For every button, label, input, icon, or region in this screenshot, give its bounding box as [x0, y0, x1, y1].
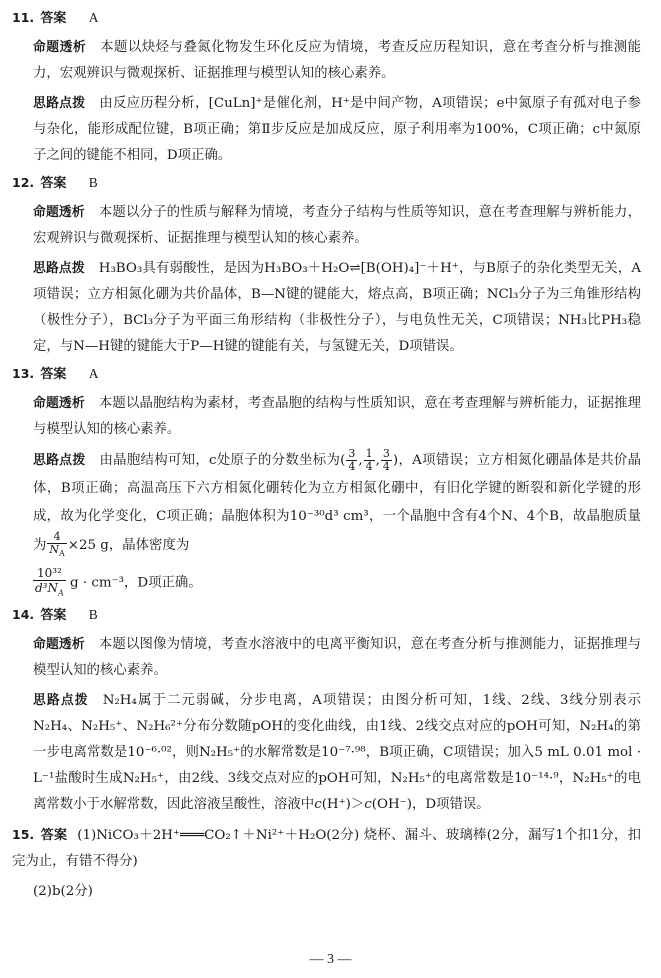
analysis-text: 本题以炔烃与叠氮化物发生环化反应为情境，考查反应历程知识，意在考查分析与推测能力，宏观辨识与微观探析、证据推理与模型认知的核心素养。 [33, 40, 642, 81]
question-12-header [12, 173, 641, 194]
analysis-text: 本题以分子的性质与解释为情境，考查分子结构与性质等知识，意在考查理解与辨析能力，宏观辨识与微观探析、证据推理与模型认知的核心素养。 [33, 205, 642, 246]
avogadro-symbol: N [49, 543, 60, 556]
fraction-mass [47, 531, 66, 560]
hint-label: 思路点拨 [33, 96, 86, 111]
hint-text-a: 由晶胞结构可知，c处原子的分数坐标为( [99, 453, 346, 468]
question-number: 14. [12, 606, 35, 622]
analysis-text: 本题以晶胞结构为素材，考查晶胞的结构与性质知识，意在考查理解与辨析能力，证据推理与模型认知的核心素养。 [33, 396, 642, 437]
answer-label: 答案 [40, 176, 67, 191]
answer-value: B [88, 175, 98, 190]
fraction-z [381, 448, 392, 473]
analysis-text: 本题以图像为情境，考查水溶液中的电离平衡知识，意在考查分析与推测能力，证据推理与模型认知的核心素养。 [33, 636, 642, 678]
hint-text-c: (OH⁻)，D项错误。 [371, 796, 490, 812]
analysis-paragraph [33, 632, 641, 684]
answer-label: 答案 [40, 827, 68, 843]
density-denominator-text: d³N [35, 581, 58, 596]
hint-text: H₃BO₃具有弱酸性，是因为H₃BO₃＋H₂O⇌[B(OH)₄]⁻＋H⁺，与B原子的杂化类型无关，A项错误；立方相氮化硼为共价晶体，B—N键的键能大，熔点高，B项正确；NCl₃分子为三角锥形结构（极性分子），BCl₃分子为平面三角形结构（非极性分子），与电负性无关，C项错误；NH₃比PH₃稳定，与N—H键的键能大于P—H键的键能有关，与氢键无关，D项错误。 [33, 261, 642, 354]
analysis-label: 命题透析 [33, 396, 85, 411]
avogadro-subscript: A [58, 588, 64, 598]
hint-paragraph [33, 688, 641, 818]
hint-paragraph [33, 91, 641, 169]
analysis-paragraph [33, 391, 641, 443]
question-number: 13. [12, 366, 35, 381]
question-11 [12, 8, 641, 169]
hint-text-d: g · cm⁻³，D项正确。 [70, 575, 202, 591]
fraction-numerator: 4 [47, 531, 66, 544]
question-number: 15. [12, 826, 35, 842]
question-15 [12, 822, 641, 905]
concentration-symbol: c [314, 796, 322, 812]
answer-value: A [88, 10, 99, 25]
fraction-numerator: 10³² [33, 566, 66, 581]
question-number: 11. [12, 10, 35, 25]
fraction-numerator: 3 [382, 447, 390, 460]
answer-line-2: (2)b(2分) [33, 883, 93, 899]
answer-label: 答案 [40, 607, 67, 623]
concentration-symbol: c [364, 796, 372, 812]
answer-value: B [88, 606, 98, 622]
hint-text-a: N₂H₄属于二元弱碱，分步电离，A项错误；由图分析可知，1线、2线、3线分别表示N₂H₄、N₂H₅⁺、N₂H₆²⁺分布分数随pOH的变化曲线，由1线、2线交点对应的pOH可知，N₂H₄的第一步电离常数是10⁻⁶·⁰²，则N₂H₅⁺的水解常数是10⁻⁷·⁹⁸，B项正确，C项错误；加入5 mL 0.01 mol · L⁻¹盐酸时生成N₂H₅⁺，由2线、3线交点对应的pOH可知，N₂H₅⁺的电离常数是10⁻¹⁴·⁹，N₂H₅⁺的电离常数小于水解常数，因此溶液呈酸性，溶液中 [33, 692, 642, 812]
answer-line-1: (1)NiCO₃＋2H⁺═══CO₂↑＋Ni²⁺＋H₂O(2分) 烧杯、漏斗、玻璃棒(2分，漏写1个扣1分，扣完为止，有错不得分) [12, 827, 641, 869]
fraction-denominator: 4 [348, 460, 356, 473]
hint-paragraph: 思路点拨 由晶胞结构可知，c处原子的分数坐标为( $\frac{3}{4}$ , $\frac{1}{4}$ , $\frac{3}{4}$ )，A项错误；立方相氮化硼晶体是共价晶体，B项正确；高温高压下六方相氮化硼转化为立方相氮化硼中，有旧化学键的断裂和新化学键的形成，故为化学变化，C项正确；晶胞体积为10⁻³⁰d³ cm³，一个晶胞中含有4个N、4个B，故晶胞质量为 $\frac{4}{N_A}$ ×25 g，晶体密度为 $\frac{\text{10³²}}{d^3N_A}$ g · cm⁻³，D项正确。 [33, 447, 641, 601]
answer-label: 答案 [40, 367, 67, 382]
fraction-denominator [47, 544, 66, 560]
fraction-numerator: 1 [365, 447, 373, 460]
avogadro-subscript: A [59, 549, 65, 559]
analysis-label: 命题透析 [33, 205, 85, 220]
hint-text-b: (H⁺)＞ [321, 796, 365, 812]
hint-label: 思路点拨 [33, 692, 89, 708]
fraction-numerator: 3 [348, 447, 356, 460]
hint-label: 思路点拨 [33, 453, 86, 468]
fraction-density [33, 566, 66, 600]
question-12 [12, 173, 641, 360]
question-15-answer [12, 822, 641, 875]
question-14-header [12, 605, 641, 626]
question-number: 12. [12, 175, 35, 190]
hint-text: 由反应历程分析，[CuLn]⁺是催化剂，H⁺是中间产物，A项错误；e中氮原子有孤对电子参与杂化，能形成配位键，B项正确；第Ⅱ步反应是加成反应，原子利用率为100%，C项正确；c中氮原子之间的键能不相同，D项正确。 [33, 96, 642, 163]
analysis-label: 命题透析 [33, 636, 85, 652]
analysis-paragraph [33, 200, 641, 252]
fraction-denominator [33, 581, 66, 600]
answer-value: A [88, 366, 99, 381]
answer-line-2-wrap [33, 879, 641, 905]
question-11-header [12, 8, 641, 29]
fraction-x [346, 448, 357, 473]
fraction-y [364, 448, 375, 473]
fraction-denominator: 4 [365, 460, 373, 473]
analysis-label: 命题透析 [33, 40, 87, 55]
question-14 [12, 605, 641, 818]
hint-text-c: ×25 g，晶体密度为 [67, 538, 190, 554]
fraction-denominator: 4 [382, 460, 390, 473]
page-number: — 3 — [309, 952, 352, 967]
answer-label: 答案 [40, 11, 67, 26]
hint-text-b: )，A项错误；立方相氮化硼晶体是共价晶体，B项正确；高温高压下六方相氮化硼转化为立方相氮化硼中，有旧化学键的断裂和新化学键的形成，故为化学变化，C项正确；晶胞体积为10⁻³⁰d³ cm³，一个晶胞中含有4个N、4个B，故晶胞质量为 [33, 453, 642, 554]
hint-label: 思路点拨 [33, 261, 85, 276]
question-13 [12, 364, 641, 601]
analysis-paragraph [33, 35, 641, 87]
question-13-header [12, 364, 641, 385]
hint-paragraph [33, 256, 641, 360]
